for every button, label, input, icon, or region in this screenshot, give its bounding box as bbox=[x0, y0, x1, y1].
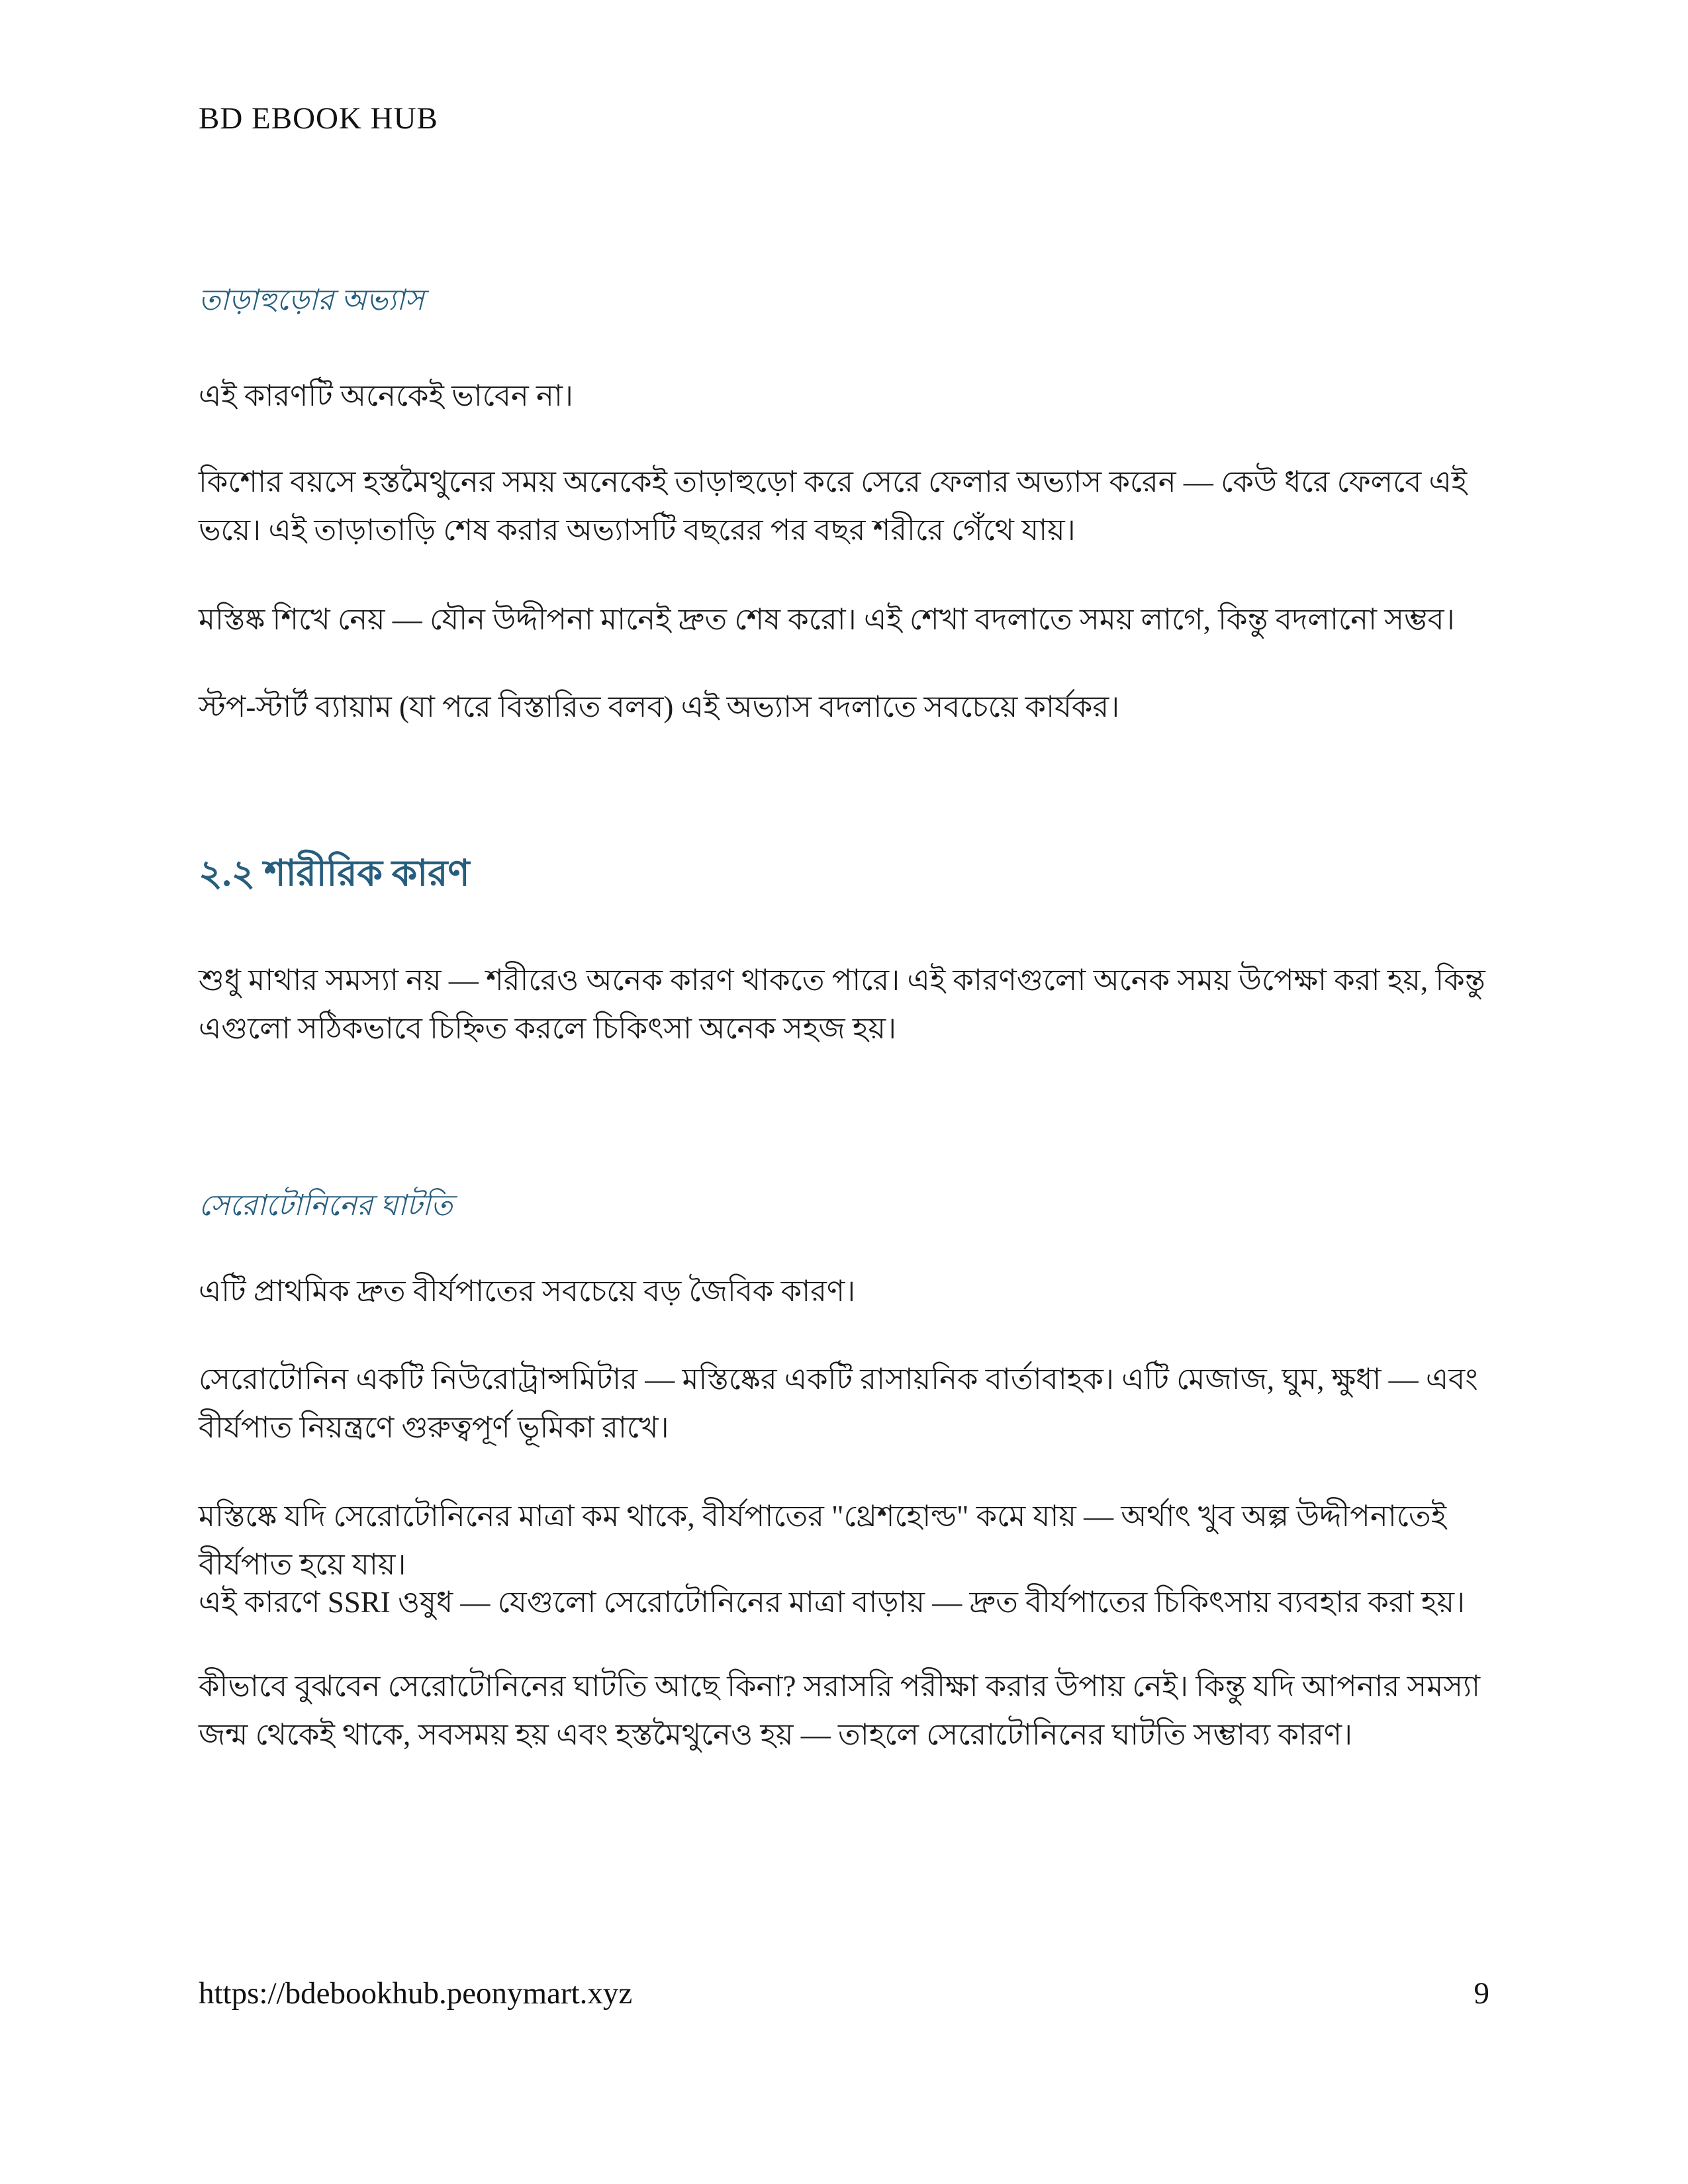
page-number: 9 bbox=[1474, 1976, 1489, 2011]
footer-url: https://bdebookhub.peonymart.xyz bbox=[199, 1976, 633, 2011]
paragraph: মস্তিষ্কে যদি সেরোটোনিনের মাত্রা কম থাকে, বীর্যপাতের "থ্রেশহোল্ড" কমে যায় — অর্থাৎ খুব অল্প উদ্দীপনাতেই বীর্যপাত হয়ে যায়। bbox=[199, 1500, 1446, 1581]
header-brand: BD EBOOK HUB bbox=[199, 101, 438, 136]
paragraph: কিশোর বয়সে হস্তমৈথুনের সময় অনেকেই তাড়াহুড়ো করে সেরে ফেলার অভ্যাস করেন — কেউ ধরে ফেলবে এই ভয়ে। এই তাড়াতাড়ি শেষ করার অভ্যাসটি বছরের পর বছর শরীরে গেঁথে যায়। bbox=[199, 465, 1468, 547]
paragraph: এই কারণটি অনেকেই ভাবেন না। bbox=[199, 379, 573, 412]
subheading-serotonin-deficiency: সেরোটোনিনের ঘাটতি bbox=[199, 1189, 453, 1222]
paragraph: এটি প্রাথমিক দ্রুত বীর্যপাতের সবচেয়ে বড় জৈবিক কারণ। bbox=[199, 1275, 856, 1308]
paragraph: কীভাবে বুঝবেন সেরোটোনিনের ঘাটতি আছে কিনা? সরাসরি পরীক্ষা করার উপায় নেই। কিন্তু যদি আপনার সমস্যা জন্ম থেকেই থাকে, সবসময় হয় এবং হস্তমৈথুনেও হয় — তাহলে সেরোটোনিনের ঘাটতি সম্ভাব্য কারণ। bbox=[199, 1670, 1481, 1751]
paragraph: স্টপ-স্টার্ট ব্যায়াম (যা পরে বিস্তারিত বলব) এই অভ্যাস বদলাতে সবচেয়ে কার্যকর। bbox=[199, 690, 1120, 723]
paragraph: সেরোটোনিন একটি নিউরোট্রান্সমিটার — মস্তিষ্কের একটি রাসায়নিক বার্তাবাহক। এটি মেজাজ, ঘুম, ক্ষুধা — এবং বীর্যপাত নিয়ন্ত্রণে গুরুত্বপূর্ণ ভূমিকা রাখে। bbox=[199, 1363, 1478, 1444]
paragraph: শুধু মাথার সমস্যা নয় — শরীরেও অনেক কারণ থাকতে পারে। এই কারণগুলো অনেক সময় উপেক্ষা করা হয়, কিন্তু এগুলো সঠিকভাবে চিহ্নিত করলে চিকিৎসা অনেক সহজ হয়। bbox=[199, 964, 1485, 1045]
page-footer bbox=[199, 1976, 1489, 2011]
section-heading-physical-causes: ২.২ শারীরিক কারণ bbox=[199, 853, 470, 893]
subheading-rush-habit: তাড়াহুড়োর অভ্যাস bbox=[199, 284, 424, 316]
paragraph: এই কারণে SSRI ওষুধ — যেগুলো সেরোটোনিনের মাত্রা বাড়ায় — দ্রুত বীর্যপাতের চিকিৎসায় ব্যবহার করা হয়। bbox=[199, 1586, 1466, 1619]
paragraph: মস্তিষ্ক শিখে নেয় — যৌন উদ্দীপনা মানেই দ্রুত শেষ করো। এই শেখা বদলাতে সময় লাগে, কিন্তু বদলানো সম্ভব। bbox=[199, 603, 1455, 636]
